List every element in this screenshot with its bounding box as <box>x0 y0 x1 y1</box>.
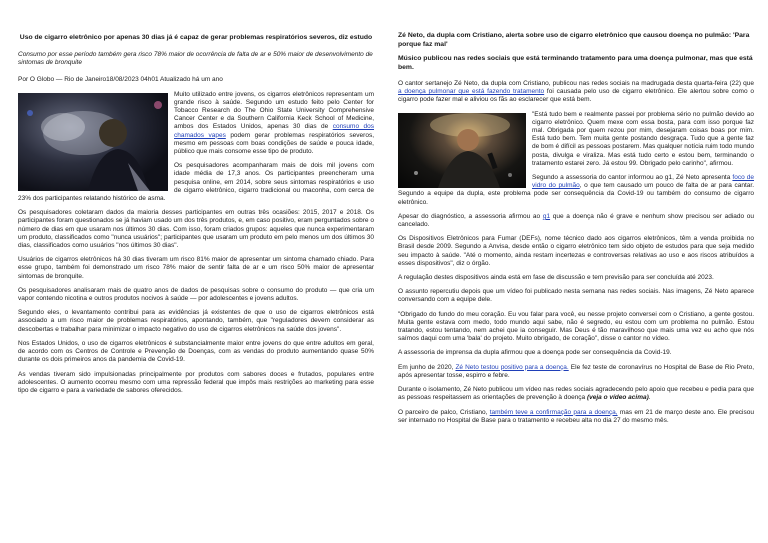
left-paragraph-7: Nos Estados Unidos, o uso de cigarros eletrônicos é substancialmente maior entre jovens do que entre adultos em geral, de acordo com os Centros de Controle e Prevenção de Doenças, com as vendas do produto aumentando quase 50% durante os dois primeiros anos da pandemia de Covid-19. <box>18 339 374 364</box>
right-article-title: Zé Neto, da dupla com Cristiano, alerta sobre uso de cigarro eletrônico que causou doença no pulmão: 'Para porque faz mal' <box>398 32 750 48</box>
right-paragraph-11: Durante o isolamento, Zé Neto publicou um vídeo nas redes sociais agradecendo pelo apoio que recebeu e pedia para que as pessoas respeitassem as orientações de prevenção à doença (veja o vídeo acima). <box>398 386 754 402</box>
right-paragraph-12: O parceiro de palco, Cristiano, também teve a confirmação para a doença, mas em 21 de março deste ano. Ele precisou ser internado no Hospital de Base para o tratamento e recebeu alta no dia 27 do mesmo mês. <box>398 408 754 424</box>
left-paragraph-2: Os pesquisadores acompanharam mais de dois mil jovens com idade média de 17,3 anos. Os participantes preencheram uma pesquisa online, em 2014, sobre seus sintomas respiratórios e uso de cigarro eletrônico, cigarro tradicional ou maconha, com cerca de 23% dos participantes relatando histórico de asma. <box>18 162 374 203</box>
left-article <box>18 0 374 401</box>
left-paragraph-6: Segundo eles, o levantamento contribui para as evidências já existentes de que o uso de cigarros eletrônicos está associado a um risco maior de problemas respiratórios, apontando, também, que "reguladores devem considerar as descobertas e trabalhar para minimizar o impacto negativo do uso de cigarros eletrônicos na saúde dos jovens". <box>18 309 374 333</box>
right-link-glass-focus[interactable]: foco de vidro do pulmão <box>532 174 754 190</box>
left-paragraph-4: Usuários de cigarros eletrônicos há 30 dias tiveram um risco 81% maior de apresentar um sintoma chamado chiado. Para esse grupo, também foi demonstrado um risco 78% maior de sentir falta de ar e um risco 50% maior de apresentar sintomas de bronquite. <box>18 256 374 280</box>
singer-photo <box>398 113 526 188</box>
right-link-tested-positive[interactable]: Zé Neto testou positivo para a doença. <box>455 363 569 371</box>
right-paragraph-8: "Obrigado do fundo do meu coração. Eu vou falar para você, eu nesse projeto conversei com o Cristiano, a gente gostou. Muita gente estava com medo, todo mundo aqui sabe, não é segredo, eu estou com um problema no pulmão. Estou tratando, estou tentando, nem achei que ia conseguir. Mas Deus é tão maravilhoso que mais uma vez eu acho que nós saímos daqui com uma 'bala' do projeto. Muito obrigado, de coração", disse o cantor no vídeo. <box>398 310 754 343</box>
right-paragraph-4: Apesar do diagnóstico, a assessoria afirmou ao g1 que a doença não é grave e nenhum show precisou ser adiado ou cancelado. <box>398 212 754 229</box>
left-paragraph-3: Os pesquisadores coletaram dados da maioria desses participantes em outras três ocasiões: 2015, 2017 e 2018. Os participantes foram questionados se já haviam usado um dos três produtos, e, em caso positivo, eram perguntados sobre o número de dias em que usaram nos últimos 30 dias. Com isso, foram criados grupos: aqueles que nunca experimentaram um produto, classificados como "nunca usuários"; participantes que usaram um produto em pelo menos um dos últimos 30 dias, classificados como usuários "nos últimos 30 dias". <box>18 209 374 250</box>
right-paragraph-1: O cantor sertanejo Zé Neto, da dupla com Cristiano, publicou nas redes sociais na madrugada desta quarta-feira (22) que a doença pulmonar que está fazendo tratamento foi causada pelo uso de cigarro eletrônico. Ele alertou sobre como o cigarro pode fazer mal e aliviou os fãs ao esclarecer que está bem. <box>398 80 754 104</box>
right-article-subtitle: Músico publicou nas redes sociais que está terminando tratamento para uma doença pulmonar, mas que está bem. <box>398 55 753 71</box>
right-paragraph-9: A assessoria de imprensa da dupla afirmou que a doença pode ser consequência da Covid-19. <box>398 349 672 357</box>
right-paragraph-6: A regulação destes dispositivos ainda está em fase de discussão e tem previsão para ser concluída até 2023. <box>398 274 714 282</box>
right-link-cristiano-confirmation[interactable]: também teve a confirmação para a doença, <box>489 408 618 416</box>
video-note: (veja o vídeo acima) <box>586 394 649 402</box>
left-paragraph-5: Os pesquisadores analisaram mais de quatro anos de dados de pesquisas sobre o consumo do produto — que cria um vapor contendo nicotina e outros produtos nocivos à saúde — por adolescentes e jovens adultos. <box>18 286 374 303</box>
right-paragraph-10: Em junho de 2020, Zé Neto testou positivo para a doença. Ele fez teste de coronavírus no Hospital de Base de Rio Preto, após apresentar tosse, espirro e febre. <box>398 363 755 379</box>
vape-user-photo <box>18 93 168 191</box>
left-article-byline: Por O Globo — Rio de Janeiro18/08/2023 04h01 Atualizado há um ano <box>18 76 223 84</box>
left-link-vapes[interactable]: consumo dos chamados vapes <box>174 123 374 139</box>
left-paragraph-1: Muito utilizado entre jovens, os cigarros eletrônicos representam um grande risco à saúde. Segundo um estudo feito pelo Center for Tobacco Research do The Ohio State University Comprehensive Cancer Center e da Southern California Keck School of Medicine, ambos dos Estados Unidos, apenas 30 dias de consumo dos chamados vapes podem gerar problemas respiratórios severos, mesmo em pessoas com boas condições de saúde e pouca idade, público que mais consome esse tipo de produto. <box>174 90 374 156</box>
right-paragraph-7: O assunto repercutiu depois que um vídeo foi publicado nesta semana nas redes sociais. Nas imagens, Zé Neto aparece conversando com a equipe dele. <box>398 288 754 304</box>
right-paragraph-2: "Está tudo bem e realmente passei por problema sério no pulmão devido ao cigarro eletrônico. Quem mexe com essa bosta, para com isso porque faz mal. Obrigada por quem rezou por mim, desejaram coisas boas por mim. Está tudo bem. Tem muita gente postando desgraça. Tudo que a gente faz de bom é difícil as pessoas postarem. Mas qualquer notícia ruim todo mundo posta, divulga e viraliza. Mas está tudo certo e estou bem, terminando o tratamento estarei zero. Já estou 99. Obrigado pelo carinho", afirmou. <box>532 110 754 167</box>
right-link-g1[interactable]: g1 <box>542 212 551 220</box>
right-link-pulmonary-disease[interactable]: a doença pulmonar que está fazendo tratamento <box>398 88 545 96</box>
left-article-subtitle: Consumo por esse período também gera risco 78% maior de ocorrência de falta de ar e 50% maior de desenvolvimento de sintomas de bronquite <box>18 51 373 67</box>
right-paragraph-5: Os Dispositivos Eletrônicos para Fumar (DEFs), nome técnico dado aos cigarros eletrônicos, têm a venda proibida no Brasil desde 2009. Segundo a Anvisa, desde então o cigarro eletrônico tem sido objeto de estudos para que seja medido seu impacto à saúde. "Até o momento, ainda restam incertezas e controversas relativas ao uso e aos riscos atribuídos a esses dispositivos", diz o órgão. <box>398 235 754 267</box>
right-paragraph-3: Segundo a assessoria do cantor informou ao g1, Zé Neto apresenta foco de vidro do pulmão, o que tem causado um pouco de falta de ar para cantar. Segundo a equipe da dupla, este problema pode ser consequência da Covid-19 ou também do consumo de cigarro eletrônico. <box>398 174 754 206</box>
left-article-title: Uso de cigarro eletrônico por apenas 30 dias já é capaz de gerar problemas respiratórios severos, diz estudo <box>19 34 373 41</box>
right-article <box>398 0 754 431</box>
left-paragraph-8: As vendas tiveram sido impulsionadas principalmente por produtos com sabores doces e frutados, populares entre adolescentes. O aumento ocorreu mesmo com uma repressão federal que impôs mais restrições ao marketing para esse tipo de cigarro e para a variedade de sabores oferecidos. <box>18 370 374 394</box>
